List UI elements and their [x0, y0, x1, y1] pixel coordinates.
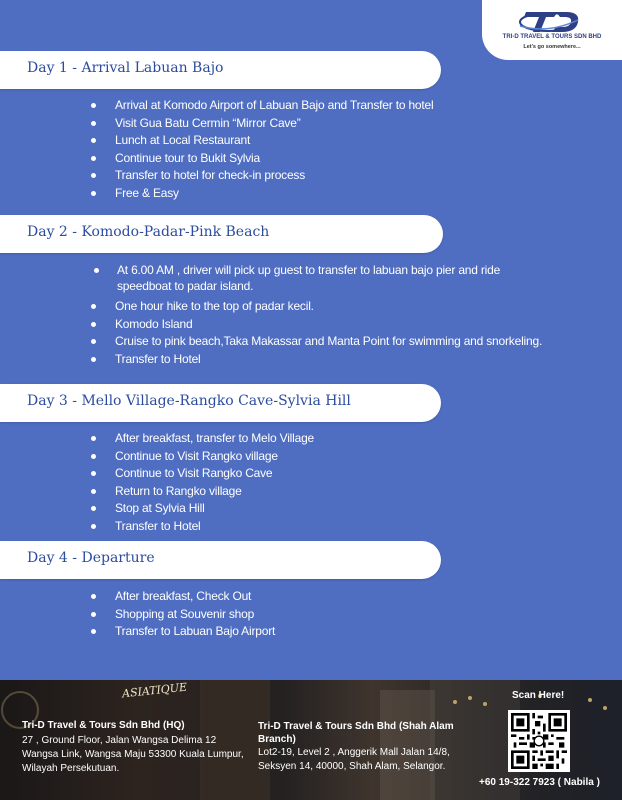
day-4-header — [0, 541, 441, 579]
day-3-header — [0, 384, 441, 422]
bullet-icon — [91, 103, 96, 108]
list-item: Return to Rangko village — [0, 483, 314, 501]
list-item: Continue tour to Bukit Sylvia — [0, 150, 433, 168]
list-item: Transfer to Labuan Bajo Airport — [0, 623, 275, 641]
bullet-icon — [91, 339, 96, 344]
list-item: After breakfast, Check Out — [0, 588, 275, 606]
bullet-icon — [91, 524, 96, 529]
qr-code-icon[interactable] — [508, 710, 570, 772]
list-item: Visit Gua Batu Cermin “Mirror Cave” — [0, 115, 433, 133]
bullet-icon — [91, 304, 96, 309]
branch-address: Lot2-19, Level 2 , Anggerik Mall Jalan 14/8, Seksyen 14, 40000, Shah Alam, Selangor. — [258, 747, 450, 772]
day-3-itinerary — [0, 430, 314, 535]
bullet-icon — [91, 138, 96, 143]
bullet-icon — [91, 454, 96, 459]
day-1-itinerary — [0, 97, 433, 202]
logo-swoosh-icon — [518, 8, 584, 34]
bullet-icon — [91, 489, 96, 494]
list-item: At 6.00 AM , driver will pick up guest to transfer to labuan bajo pier and ride speedboat to padar island. — [0, 262, 517, 298]
bullet-icon — [91, 612, 96, 617]
list-item: Transfer to hotel for check-in process — [0, 167, 433, 185]
bullet-icon — [91, 436, 96, 441]
list-item: Free & Easy — [0, 185, 433, 203]
branch-title: Tri-D Travel & Tours Sdn Bhd (Shah Alam Branch) — [258, 721, 454, 745]
list-item: Continue to Visit Rangko village — [0, 448, 314, 466]
hq-address: 27 , Ground Floor, Jalan Wangsa Delima 12 Wangsa Link, Wangsa Maju 53300 Kuala Lumpur, Wilayah Persekutuan. — [22, 735, 244, 774]
day-4-title: Day 4 - Departure — [27, 550, 155, 566]
asiatique-sign: ASIATIQUE — [121, 680, 188, 701]
footer — [0, 680, 622, 800]
brand-name: TRI-D TRAVEL & TOURS SDN BHD — [502, 34, 602, 40]
bullet-icon — [91, 357, 96, 362]
bullet-icon — [91, 156, 96, 161]
list-item: Arrival at Komodo Airport of Labuan Bajo and Transfer to hotel — [0, 97, 433, 115]
scan-label: Scan Here! — [512, 690, 565, 701]
day-2-header — [0, 215, 443, 253]
list-item: Continue to Visit Rangko Cave — [0, 465, 314, 483]
bullet-icon — [91, 191, 96, 196]
bullet-icon — [91, 121, 96, 126]
list-item: One hour hike to the top of padar kecil. — [0, 298, 542, 316]
list-item: Cruise to pink beach,Taka Makassar and Manta Point for swimming and snorkeling. — [0, 333, 542, 351]
bullet-icon — [91, 629, 96, 634]
list-item: Stop at Sylvia Hill — [0, 500, 314, 518]
bullet-icon — [91, 173, 96, 178]
bullet-icon — [91, 471, 96, 476]
day-2-itinerary — [0, 262, 542, 368]
contact-phone[interactable]: +60 19-322 7923 ( Nabila ) — [479, 777, 600, 788]
company-logo — [482, 0, 622, 60]
list-item: Transfer to Hotel — [0, 518, 314, 536]
day-2-title: Day 2 - Komodo-Padar-Pink Beach — [27, 224, 270, 240]
list-item: Komodo Island — [0, 316, 542, 334]
day-1-header — [0, 51, 441, 89]
bullet-icon — [91, 322, 96, 327]
list-item: Transfer to Hotel — [0, 351, 542, 369]
day-1-title: Day 1 - Arrival Labuan Bajo — [27, 60, 224, 76]
bullet-icon — [94, 268, 99, 273]
list-item: Lunch at Local Restaurant — [0, 132, 433, 150]
list-item: Shopping at Souvenir shop — [0, 606, 275, 624]
day-3-title: Day 3 - Mello Village-Rangko Cave-Sylvia Hill — [27, 393, 351, 409]
hq-title: Tri-D Travel & Tours Sdn Bhd (HQ) — [22, 720, 185, 731]
list-item: After breakfast, transfer to Melo Village — [0, 430, 314, 448]
bullet-icon — [91, 506, 96, 511]
brand-tagline: Let's go somewhere... — [523, 44, 581, 50]
day-4-itinerary — [0, 588, 275, 641]
bullet-icon — [91, 594, 96, 599]
